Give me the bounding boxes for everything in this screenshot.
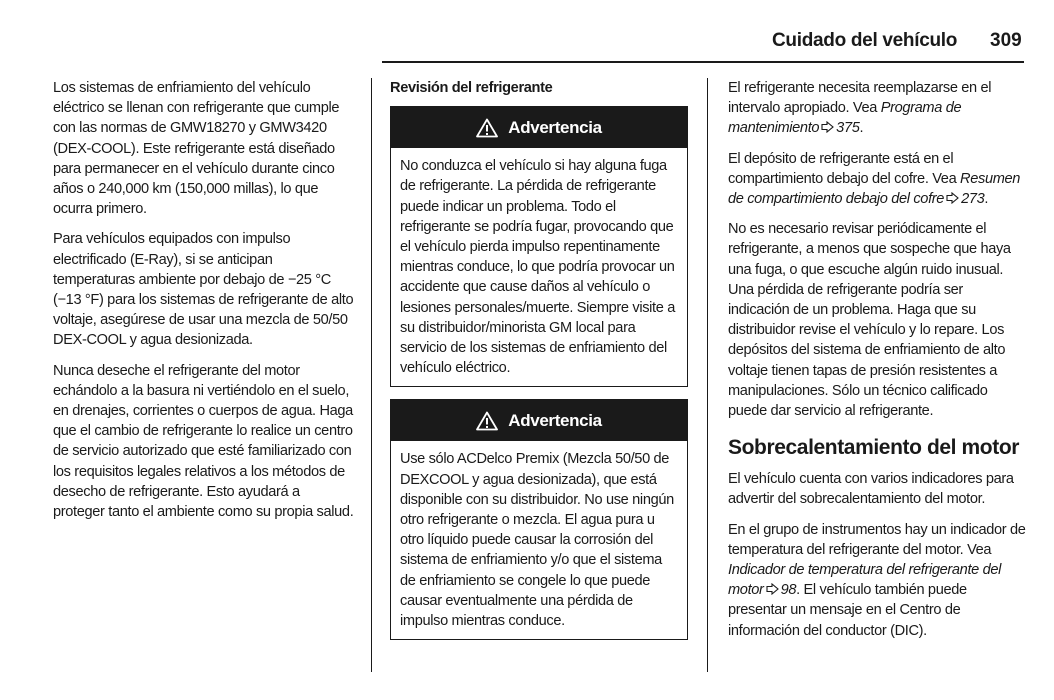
column-1 — [53, 78, 355, 532]
warning-text: No conduzca el vehículo si hay alguna fuga de refrigerante. La pérdida de refrigerante puede indicar un problema. Todo el refrigerante se podría fugar, provocando que el vehículo pierda impulso repentinamente mientras conduce, lo que podría provocar un accidente que cause daños al vehículo o lesiones personales/muerte. Siempre visite a su distribuidor/minorista GM local para servicio de los sistemas de enfriamiento del vehículo eléctrico. — [400, 158, 675, 377]
cross-reference-link[interactable]: Programa de mantenimiento — [728, 100, 962, 137]
page-reference-arrow-icon — [946, 192, 959, 204]
paragraph-text: El refrigerante necesita reemplazarse en el intervalo apropiado. Vea — [728, 80, 992, 117]
paragraph: Nunca deseche el refrigerante del motor echándolo a la basura ni vertiéndolo en el suelo, en drenajes, corrientes o cuerpos de agua. Haga que el cambio de refrigerante lo realice un centro de servicio autorizado que esté familiarizado con los requisitos legales relativos a los métodos de desecho de refrigerante. Esto ayudará a proteger tanto el ambiente como su propia salud. — [53, 362, 354, 521]
column-3 — [728, 78, 1028, 651]
column-divider-2 — [707, 78, 708, 672]
paragraph: El depósito de refrigerante está en el compartimiento debajo del cofre. Vea Resumen de compartimiento debajo del cofre 273. — [728, 150, 1021, 208]
paragraph: El vehículo cuenta con varios indicadores para advertir del sobrecalentamiento del motor. — [728, 471, 1014, 508]
reference-page-number[interactable]: 375 — [836, 120, 860, 137]
warning-triangle-icon — [476, 118, 498, 138]
paragraph-text: En el grupo de instrumentos hay un indicador de temperatura del refrigerante del motor. Vea — [728, 521, 1026, 558]
cross-reference-link[interactable]: Indicador de temperatura del refrigerante del motor — [728, 562, 1002, 599]
paragraph-text: El depósito de refrigerante está en el compartimiento debajo del cofre. Vea — [728, 150, 961, 187]
subheading: Revisión del refrigerante — [390, 80, 553, 96]
section-title: Cuidado del vehículo — [772, 30, 958, 51]
column-2 — [390, 78, 688, 640]
paragraph: No es necesario revisar periódicamente el refrigerante, a menos que sospeche que haya una fuga, o que escuche algún ruido inusual. Una pérdida de refrigerante podría ser indicación de un problema. Haga que su distribuidor revise el vehículo y lo repare. Los depósitos del sistema de enfriamiento de alto voltaje tienen tapas de presión resistentes a manipulaciones. Sólo un técnico calificado puede dar servicio al refrigerante. — [728, 221, 1011, 420]
warning-box — [390, 106, 688, 387]
warning-body — [391, 441, 687, 639]
paragraph: Los sistemas de enfriamiento del vehículo eléctrico se llenan con refrigerante que cumple con las normas de GMW18270 y GMW3420 (DEX-COOL). Este refrigerante está diseñado para permanecer en el vehículo durante cinco años o 240,000 km (150,000 millas), lo que ocurra primero. — [53, 80, 340, 218]
reference-page-number[interactable]: 273 — [961, 191, 985, 208]
warning-title: Advertencia — [508, 117, 602, 137]
warning-text: Use sólo ACDelco Premix (Mezcla 50/50 de DEXCOOL y agua desionizada), que está disponible con su distribuidor. No use ningún otro refrigerante o mezcla. El agua pura u otro líquido puede causar la corrosión del sistema de enfriamiento y/o que el sistema de enfriamiento se congele lo que puede causar eventualmente una pérdida de impulso mientras conduce. — [400, 451, 674, 630]
page-reference-arrow-icon — [821, 121, 834, 133]
warning-header — [391, 400, 687, 441]
column-divider-1 — [371, 78, 372, 672]
paragraph: Para vehículos equipados con impulso electrificado (E-Ray), si se anticipan temperaturas ambiente por debajo de −25 °C (−13 °F) para los sistemas de refrigerante de alto voltaje, asegúrese de usar una mezcla de 50/50 DEX-COOL y agua desionizada. — [53, 231, 354, 349]
warning-triangle-icon — [476, 411, 498, 431]
paragraph: El refrigerante necesita reemplazarse en el intervalo apropiado. Vea Programa de mantenimiento 375. — [728, 80, 992, 137]
page-reference-arrow-icon — [766, 583, 779, 595]
section-heading: Sobrecalentamiento del motor — [728, 436, 1020, 460]
warning-header — [391, 107, 687, 148]
warning-box — [390, 399, 688, 640]
page-number: 309 — [990, 30, 1022, 51]
warning-body — [391, 148, 687, 386]
header-rule — [382, 61, 1024, 63]
paragraph — [728, 520, 1028, 641]
reference-page-number[interactable]: 98 — [780, 582, 797, 599]
paragraph-text: . El vehículo también puede presentar un mensaje en el Centro de información del conductor (DIC). — [728, 582, 967, 639]
cross-reference-link[interactable]: Resumen de compartimiento debajo del cofre — [728, 170, 1021, 208]
warning-title: Advertencia — [508, 410, 602, 430]
